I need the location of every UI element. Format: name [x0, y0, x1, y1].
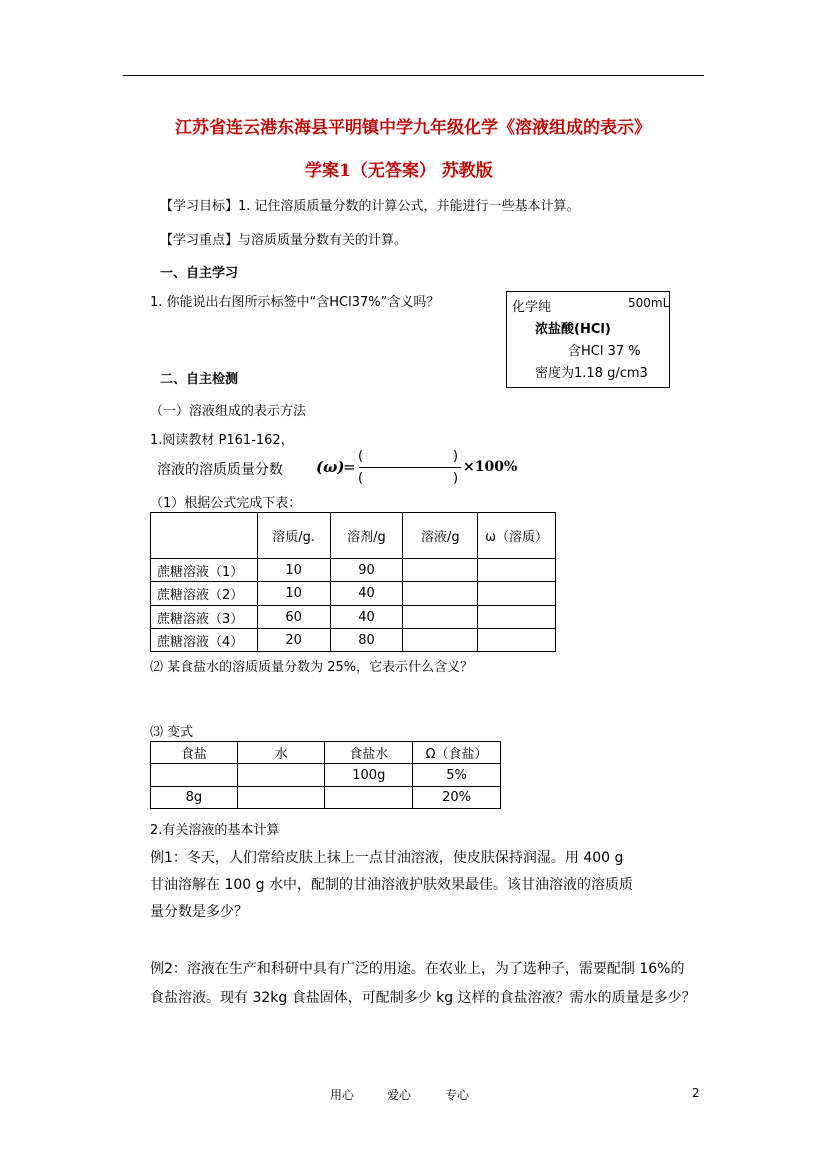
fraction-bar: [359, 467, 461, 468]
table-cell: 90: [330, 559, 403, 582]
read-textbook: 1.阅读教材 P161-162，: [150, 433, 294, 448]
table-cell: 10: [257, 559, 330, 582]
table-row: [151, 629, 556, 652]
table-header-cell: ω（溶质）: [478, 513, 556, 559]
reagent-label: [506, 291, 670, 388]
learning-goal: 【学习目标】1. 记住溶质质量分数的计算公式，并能进行一些基本计算。: [160, 199, 580, 214]
formula-num-close: ): [453, 449, 459, 464]
table-cell[interactable]: [478, 582, 556, 606]
table-cell: 5%: [413, 764, 501, 787]
table-header-cell: [151, 513, 258, 559]
table-header-cell: Ω（食盐）: [413, 742, 501, 764]
label-volume: 500mL: [628, 296, 670, 310]
table-cell[interactable]: [403, 629, 478, 652]
formula-den-open: (: [358, 471, 364, 486]
formula-num-open: (: [358, 449, 364, 464]
table-cell: 蔗糖溶液（2）: [151, 582, 258, 606]
table-header-cell: 水: [237, 742, 325, 764]
section2-sub1: （一）溶液组成的表示方法: [150, 404, 307, 419]
table-header-row: [151, 513, 556, 559]
table-cell: 蔗糖溶液（1）: [151, 559, 258, 582]
table-row: [151, 559, 556, 582]
section1-question: 1. 你能说出右图所示标签中“含HCl37%”含义吗？: [150, 295, 440, 310]
formula-symbol: (ω): [316, 458, 345, 476]
footer-right: 专心: [445, 1088, 470, 1102]
table-row: [151, 582, 556, 606]
example2-line1: 例2：溶液在生产和科研中具有广泛的用途。在农业上，为了选种子，需要配制 16%的: [150, 961, 685, 977]
label-purity: 化学纯: [512, 300, 552, 315]
sucrose-table: [150, 512, 556, 652]
table-cell: 40: [330, 582, 403, 606]
salt-table: [150, 741, 501, 809]
example1-line2: 甘油溶解在 100 g 水中，配制的甘油溶液护肤效果最佳。该甘油溶液的溶质质: [150, 877, 633, 893]
section2-heading: 二、自主检测: [160, 372, 239, 387]
table-row: [151, 764, 501, 787]
table-cell[interactable]: [403, 606, 478, 629]
table-cell[interactable]: [325, 787, 413, 809]
table-cell: 8g: [151, 787, 238, 809]
table-header-cell: 食盐: [151, 742, 238, 764]
formula-times: ×100%: [463, 459, 518, 475]
table-cell[interactable]: [151, 764, 238, 787]
example2-line2: 食盐溶液。现有 32kg 食盐固体，可配制多少 kg 这样的食盐溶液？需水的质量是多少？: [150, 990, 696, 1006]
label-content: 含HCl 37 %: [568, 344, 641, 359]
table-cell[interactable]: [237, 787, 325, 809]
table-cell: 100g: [325, 764, 413, 787]
table-row: [151, 787, 501, 809]
task2-text: ⑵ 某食盐水的溶质质量分数为 25%，它表示什么含义？: [150, 660, 474, 675]
table-cell: 60: [257, 606, 330, 629]
table-header-cell: 溶液/g: [403, 513, 478, 559]
page-number: 2: [692, 1086, 700, 1100]
example1-line1: 例1：冬天，人们常给皮肤上抹上一点甘油溶液，使皮肤保持润湿。用 400 g: [150, 850, 624, 866]
table-cell: 10: [257, 582, 330, 606]
table-header-row: [151, 742, 501, 764]
table-cell[interactable]: [237, 764, 325, 787]
section2-sub2: 2.有关溶液的基本计算: [150, 823, 280, 838]
section1-heading: 一、自主学习: [160, 266, 239, 281]
example1-line3: 量分数是多少？: [150, 904, 248, 920]
table-cell: 80: [330, 629, 403, 652]
label-name: 浓盐酸(HCl): [535, 322, 611, 337]
formula-equals: =: [343, 458, 356, 476]
table-cell: 20: [257, 629, 330, 652]
formula-lhs: 溶液的溶质质量分数: [157, 462, 283, 478]
table-header-cell: 溶剂/g: [330, 513, 403, 559]
table-header-cell: 溶质/g.: [257, 513, 330, 559]
table-cell: 蔗糖溶液（3）: [151, 606, 258, 629]
header-rule: [123, 75, 704, 76]
table-cell: 20%: [413, 787, 501, 809]
table-cell[interactable]: [478, 606, 556, 629]
table-row: [151, 606, 556, 629]
table-cell[interactable]: [403, 582, 478, 606]
table-cell[interactable]: [478, 559, 556, 582]
label-density: 密度为1.18 g/cm3: [535, 366, 648, 381]
table-header-cell: 食盐水: [325, 742, 413, 764]
table-cell: 蔗糖溶液（4）: [151, 629, 258, 652]
footer-left: 用心: [330, 1088, 355, 1102]
task1-text: （1）根据公式完成下表：: [150, 496, 302, 511]
table-cell[interactable]: [403, 559, 478, 582]
formula-den-close: ): [453, 471, 459, 486]
doc-title-line1: 江苏省连云港东海县平明镇中学九年级化学《溶液组成的表示》: [175, 118, 651, 138]
learning-key: 【学习重点】与溶质质量分数有关的计算。: [160, 233, 408, 248]
doc-title-line2: 学案1（无答案） 苏教版: [305, 161, 493, 181]
footer-middle: 爱心: [387, 1088, 412, 1102]
table-cell[interactable]: [478, 629, 556, 652]
table-cell: 40: [330, 606, 403, 629]
task3-text: ⑶ 变式: [150, 725, 194, 740]
